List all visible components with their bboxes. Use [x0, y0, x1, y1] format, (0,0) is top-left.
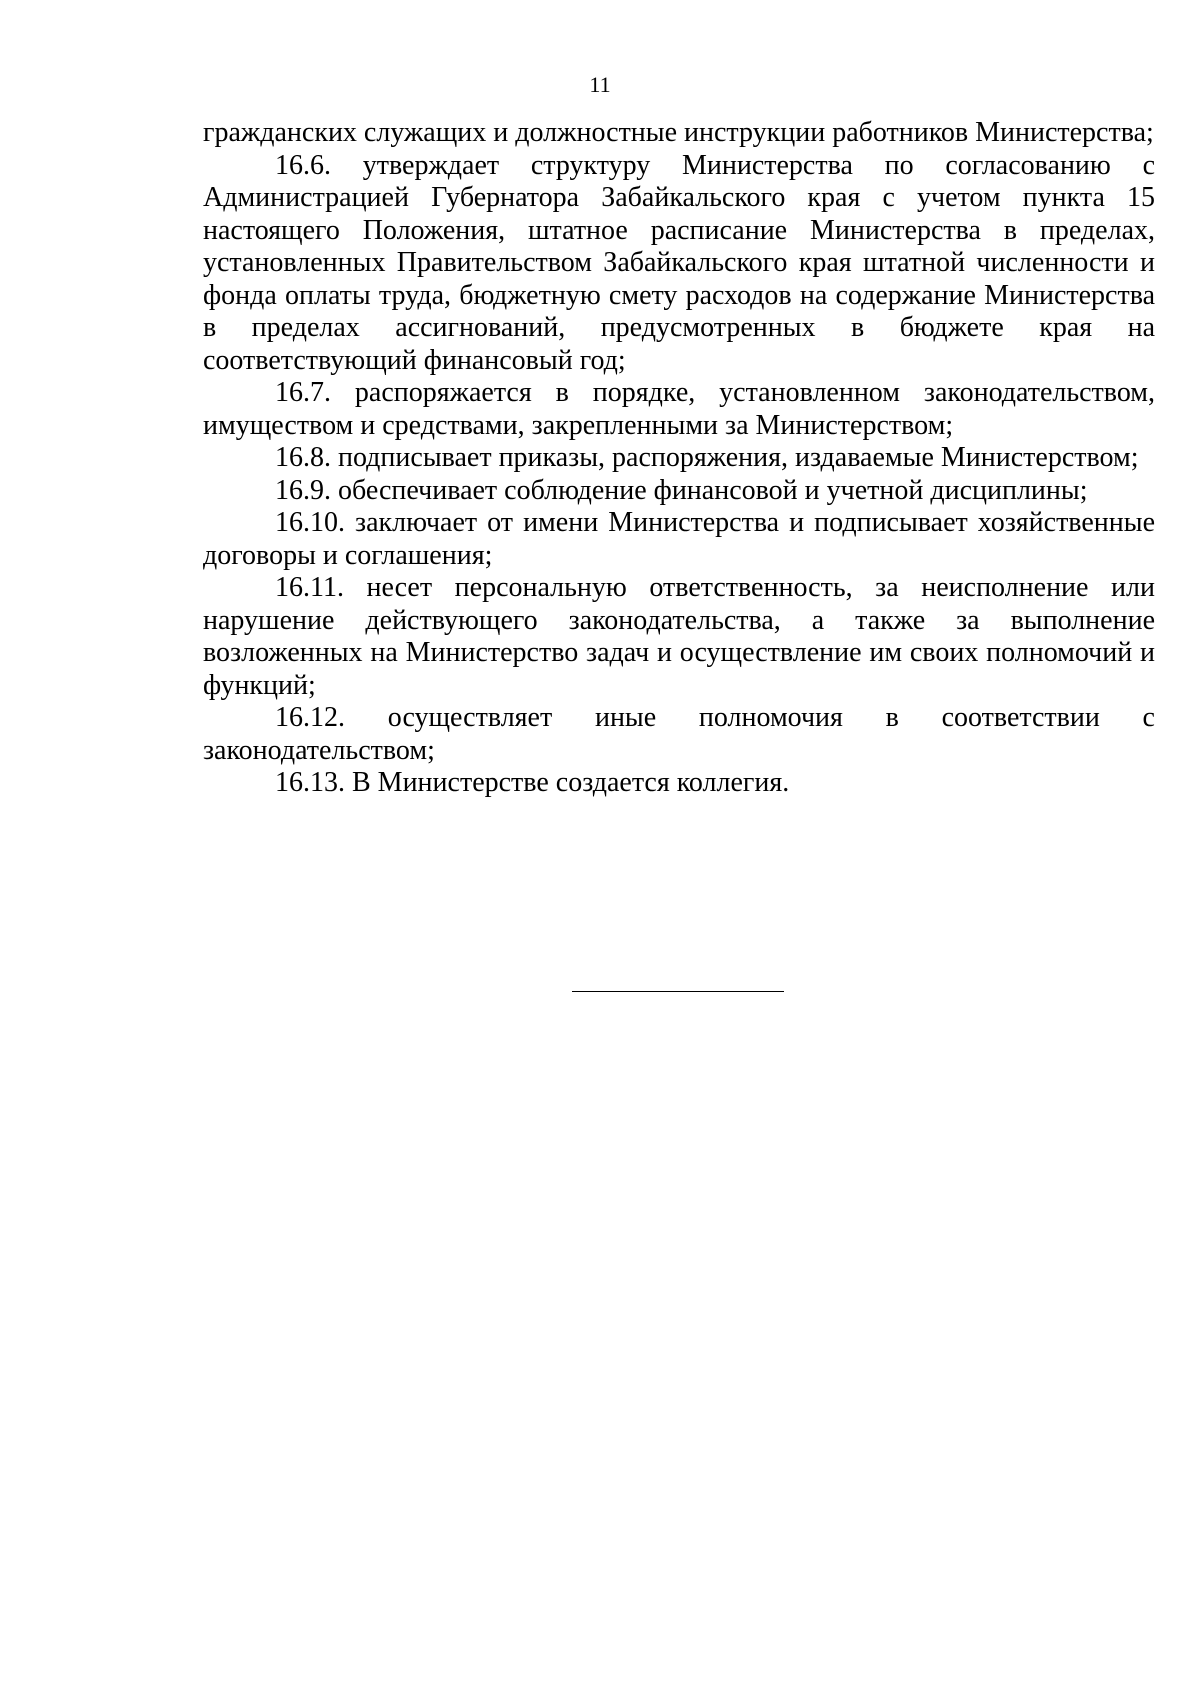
end-separator-line [572, 991, 784, 992]
document-body [203, 117, 1155, 800]
paragraph-16-12: 16.12. осуществляет иные полномочия в соответствии с законодательством; [203, 702, 1155, 766]
page-number: 11 [589, 72, 611, 97]
paragraph-16-13: 16.13. В Министерстве создается коллегия. [275, 767, 790, 798]
paragraph-16-8: 16.8. подписывает приказы, распоряжения, издаваемые Министерством; [275, 442, 1139, 473]
paragraph-16-7: 16.7. распоряжается в порядке, установленном законодательством, имуществом и средствами, закрепленными за Министерством; [203, 377, 1155, 441]
paragraph-16-11: 16.11. несет персональную ответственность, за неисполнение или нарушение действующего законодательства, а также за выполнение возложенных на Министерство задач и осуществление им своих полномочий и функций; [203, 572, 1155, 701]
paragraph-continuation: гражданских служащих и должностные инструкции работников Министерства; [203, 117, 1154, 148]
paragraph-16-10: 16.10. заключает от имени Министерства и подписывает хозяйственные договоры и соглашения; [203, 507, 1155, 571]
paragraph-16-6: 16.6. утверждает структуру Министерства по согласованию с Администрацией Губернатора Забайкальского края с учетом пункта 15 настоящего Положения, штатное расписание Министерства в пределах, установленных Правительством Забайкальского края штатной численности и фонда оплаты труда, бюджетную смету расходов на содержание Министерства в пределах ассигнований, предусмотренных в бюджете края на соответствующий финансовый год; [203, 149, 1155, 376]
paragraph-16-9: 16.9. обеспечивает соблюдение финансовой и учетной дисциплины; [275, 474, 1088, 506]
